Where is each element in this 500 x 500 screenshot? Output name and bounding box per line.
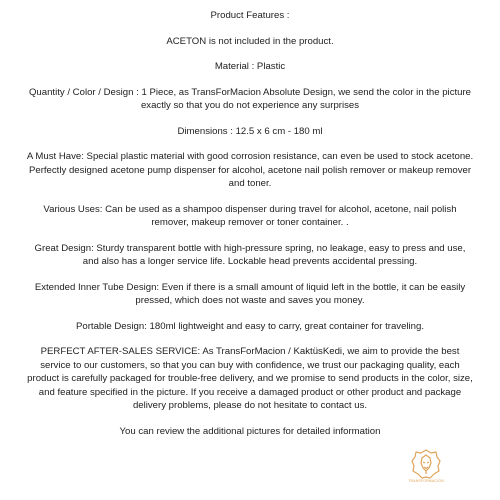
dimensions-line: Dimensions : 12.5 x 6 cm - 180 ml [177, 125, 323, 137]
portable-design-paragraph: Portable Design: 180ml lightweight and easy to carry, great container for traveling. [75, 320, 425, 332]
heading-product-features: Product Features : [210, 10, 290, 21]
lion-head-icon [410, 448, 442, 480]
brand-logo [410, 448, 442, 488]
after-sales-paragraph: PERFECT AFTER-SALES SERVICE: As TransForMacion / KaktüsKedi, we aim to provide the best service to our customers, so that you can buy with confidence, we trust our packaging quality, each product is carefully packaged for trouble-free delivery, and we promise to send products in the color, size, and feature specified in the picture. If you receive a damaged product or other product and package delivery problems, please do not hesitate to contact us. [27, 346, 473, 411]
material-line: Material : Plastic [214, 61, 286, 73]
brand-logo-text: TRANSFORMACION [408, 479, 444, 483]
various-uses-paragraph: Various Uses: Can be used as a shampoo dispenser during travel for alcohol, acetone, nail polish remover, makeup remover or toner container. . [43, 203, 457, 229]
great-design-paragraph: Great Design: Sturdy transparent bottle with high-pressure spring, no leakage, easy to press and use, and also has a longer service life. Lockable head prevents accidental pressing. [34, 242, 466, 268]
additional-pictures-note: You can review the additional pictures for detailed information [119, 425, 381, 437]
aceton-note: ACETON is not included in the product. [166, 35, 334, 47]
must-have-paragraph: A Must Have: Special plastic material with good corrosion resistance, can even be used to stock acetone. Perfectly designed acetone pump dispenser for alcohol, acetone nail polish remover or makeup remover and toner. [26, 151, 474, 190]
quantity-color-design: Quantity / Color / Design : 1 Piece, as TransForMacion Absolute Design, we send the color in the picture exactly so that you do not experience any surprises [28, 86, 472, 112]
inner-tube-paragraph: Extended Inner Tube Design: Even if there is a small amount of liquid left in the bottle, it can be easily pressed, which does not waste and saves you money. [34, 281, 466, 307]
